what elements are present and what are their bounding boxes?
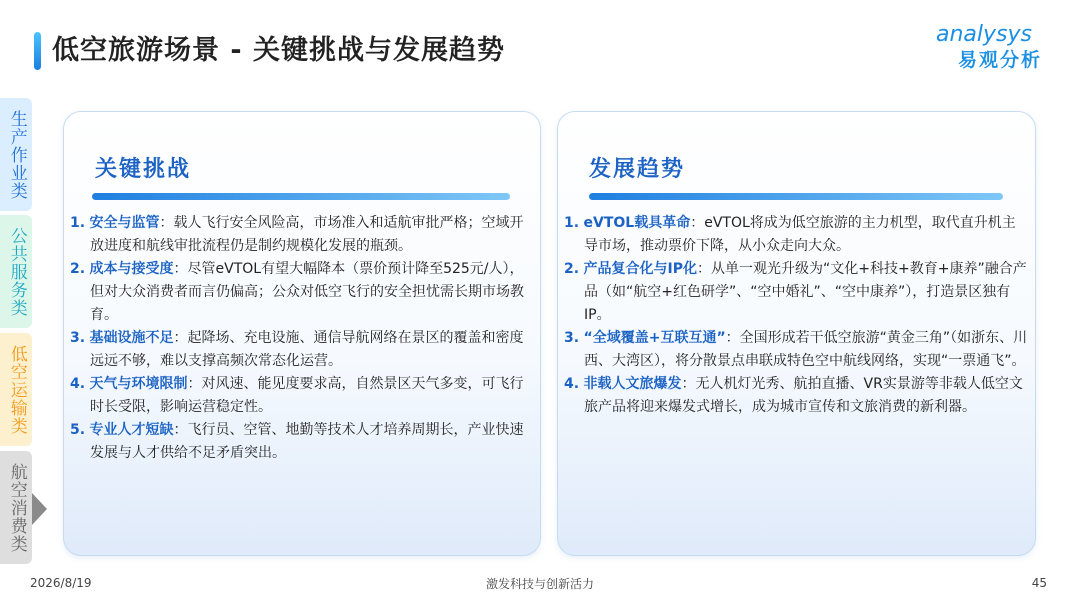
trends-card: [557, 111, 1036, 556]
active-tab-arrow-icon: [32, 493, 47, 525]
item-description: ：飞行员、空管、地勤等技术人才培养周期长，产业快速发展与人才供给不足矛盾突出。: [90, 422, 524, 461]
item-number: 5.: [70, 422, 86, 438]
challenges-card: [63, 111, 541, 556]
item-keyword: 专业人才短缺: [89, 422, 174, 438]
item-number: 2.: [564, 261, 580, 277]
item-keyword: 成本与接受度: [89, 261, 174, 277]
list-item: [70, 212, 536, 258]
item-keyword: 安全与监管: [89, 215, 160, 231]
list-item: [564, 327, 1029, 373]
list-item: [70, 419, 536, 465]
challenges-underline: [92, 193, 510, 200]
item-number: 3.: [564, 330, 580, 346]
side-tab-label: 生产作业类: [6, 109, 27, 200]
list-item: [70, 258, 536, 327]
item-keyword: 基础设施不足: [89, 330, 174, 346]
item-keyword: 产品复合化与IP化: [583, 261, 697, 277]
title-accent-bar: [34, 32, 41, 70]
item-description: ：起降场、充电设施、通信导航网络在景区的覆盖和密度远远不够，难以支撑高频次常态化运营。: [90, 330, 524, 369]
item-number: 4.: [70, 376, 86, 392]
item-number: 2.: [70, 261, 86, 277]
item-keyword: 天气与环境限制: [89, 376, 188, 392]
side-tab-label: 航空消费类: [6, 462, 27, 553]
trends-list: [564, 212, 1029, 419]
item-keyword: “全域覆盖+互联互通”: [583, 330, 726, 346]
side-tab-label: 低空运输类: [6, 344, 27, 435]
item-description: ：全国形成若干低空旅游“黄金三角”（如浙东、川西、大湾区），将分散景点串联成特色空中航线网络，实现“一票通飞”。: [584, 330, 1028, 369]
challenges-heading: 关键挑战: [95, 157, 192, 182]
item-number: 3.: [70, 330, 86, 346]
item-description: ：载人飞行安全风险高，市场准入和适航审批严格；空域开放进度和航线审批流程仍是制约规模化发展的瓶颈。: [90, 215, 524, 254]
list-item: [564, 258, 1029, 327]
side-tab-consumer[interactable]: [0, 451, 32, 564]
item-keyword: eVTOL载具革命: [583, 215, 691, 231]
item-description: ：无人机灯光秀、航拍直播、VR实景游等非载人低空文旅产品将迎来爆发式增长，成为城市宣传和文旅消费的新利器。: [584, 376, 1023, 415]
item-description: ：尽管eVTOL有望大幅降本（票价预计降至525元/人），但对大众消费者而言仍偏高；公众对低空飞行的安全担忧需长期市场教育。: [90, 261, 524, 323]
trends-underline: [589, 193, 1003, 200]
trends-heading: 发展趋势: [589, 157, 686, 182]
item-description: ：eVTOL将成为低空旅游的主力机型，取代直升机主导市场，推动票价下降，从小众走向大众。: [584, 215, 1016, 254]
item-keyword: 非载人文旅爆发: [583, 376, 682, 392]
page-number: 45: [1031, 576, 1047, 590]
logo-chinese: 易观分析: [958, 49, 1043, 71]
list-item: [70, 327, 536, 373]
item-description: ：对风速、能见度要求高，自然景区天气多变，可飞行时长受限，影响运营稳定性。: [90, 376, 524, 415]
logo-english: analysys: [936, 22, 1032, 47]
side-tab-public-service[interactable]: [0, 215, 32, 328]
list-item: [564, 212, 1029, 258]
item-description: ：从单一观光升级为“文化+科技+教育+康养”融合产品（如“航空+红色研学”、“空中婚礼”、“空中康养”），打造景区独有IP。: [584, 261, 1027, 323]
side-tab-production[interactable]: [0, 98, 32, 211]
side-tab-label: 公共服务类: [6, 226, 27, 317]
list-item: [564, 373, 1029, 419]
side-tab-transport[interactable]: [0, 333, 32, 446]
item-number: 1.: [70, 215, 86, 231]
item-number: 1.: [564, 215, 580, 231]
list-item: [70, 373, 536, 419]
item-number: 4.: [564, 376, 580, 392]
page-title: 低空旅游场景 - 关键挑战与发展趋势: [52, 35, 506, 66]
analysys-logo: [936, 22, 1054, 84]
footer-slogan: 激发科技与创新活力: [485, 577, 594, 591]
footer-date: 2026/8/19: [30, 576, 92, 590]
challenges-list: [70, 212, 536, 465]
